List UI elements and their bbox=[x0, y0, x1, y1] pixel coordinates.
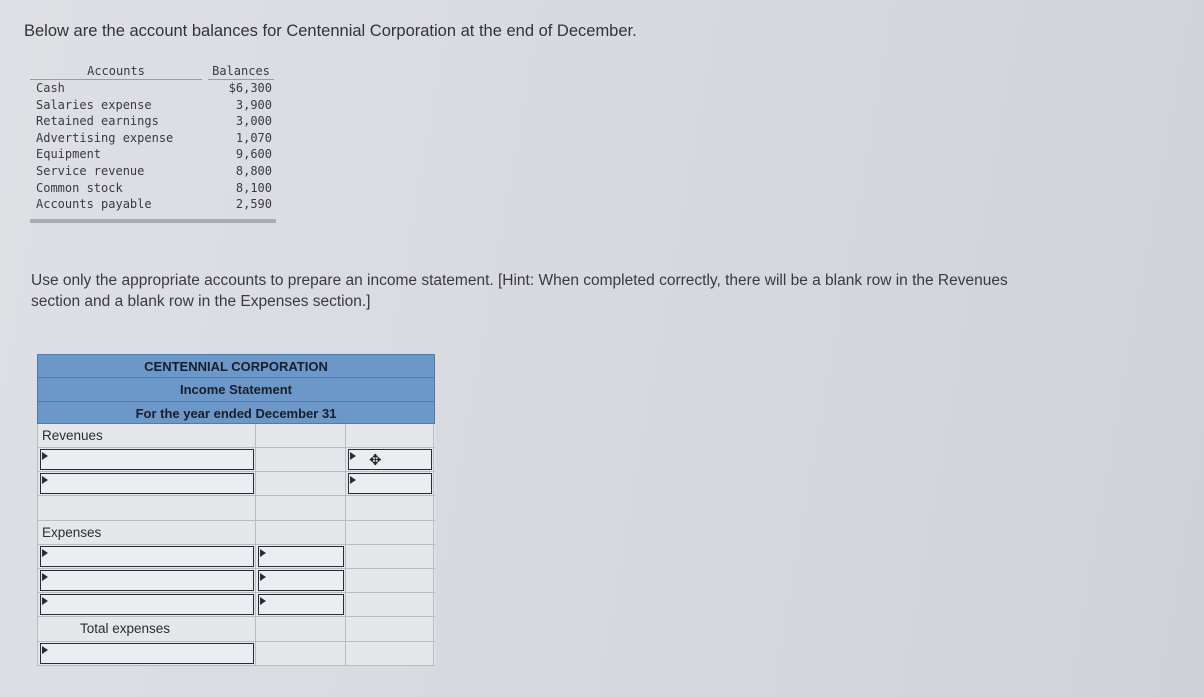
total-expenses-label-cell bbox=[38, 617, 256, 640]
account-row bbox=[30, 196, 276, 213]
revenue-account-select[interactable] bbox=[40, 473, 254, 494]
empty-cell bbox=[346, 569, 434, 592]
accounts-table bbox=[30, 62, 276, 223]
accounts-column-header: Accounts bbox=[30, 62, 202, 80]
revenues-heading-row bbox=[37, 424, 435, 448]
account-row bbox=[30, 97, 276, 114]
expense-account-cell bbox=[38, 545, 256, 568]
account-balance: 3,900 bbox=[235, 97, 272, 112]
account-balance: 2,590 bbox=[235, 197, 272, 212]
account-balance: 1,070 bbox=[235, 130, 272, 145]
dropdown-indicator-icon bbox=[42, 573, 48, 581]
dropdown-indicator-icon bbox=[42, 476, 48, 484]
expense-amount-cell bbox=[256, 545, 346, 568]
account-row bbox=[30, 146, 276, 163]
expenses-heading-row bbox=[37, 521, 435, 545]
dropdown-indicator-icon bbox=[260, 573, 266, 581]
blank-row bbox=[37, 496, 435, 520]
empty-cell bbox=[346, 521, 434, 544]
expense-amount-input[interactable] bbox=[258, 570, 344, 591]
instructions-text: Use only the appropriate accounts to prepare an income statement. [Hint: When completed correctly, there will be a blank row in the Revenues section and a blank row in the Expenses section.] bbox=[31, 272, 1008, 310]
account-name: Cash bbox=[36, 81, 65, 95]
revenue-account-cell bbox=[38, 472, 256, 495]
account-balance: 8,100 bbox=[235, 180, 272, 195]
revenue-row bbox=[37, 472, 435, 496]
account-name: Service revenue bbox=[36, 163, 145, 178]
expense-row bbox=[37, 593, 435, 617]
dropdown-indicator-icon bbox=[260, 549, 266, 557]
account-balance: 3,000 bbox=[235, 114, 272, 129]
total-expenses-label: Total expenses bbox=[80, 621, 171, 637]
account-name: Salaries expense bbox=[36, 97, 152, 112]
revenues-label: Revenues bbox=[42, 427, 103, 443]
expense-account-select[interactable] bbox=[40, 594, 254, 615]
revenue-amount-input[interactable] bbox=[348, 473, 432, 494]
dropdown-indicator-icon bbox=[260, 597, 266, 605]
empty-cell bbox=[256, 642, 346, 665]
expense-account-cell bbox=[38, 569, 256, 592]
accounts-table-header bbox=[30, 62, 276, 80]
company-name-header: CENTENNIAL CORPORATION bbox=[37, 354, 435, 377]
account-row bbox=[30, 80, 276, 97]
expense-account-select[interactable] bbox=[40, 546, 254, 567]
expense-row bbox=[37, 545, 435, 569]
account-balance: 9,600 bbox=[235, 147, 272, 162]
revenues-label-cell bbox=[38, 424, 256, 447]
account-name: Advertising expense bbox=[36, 130, 174, 145]
empty-cell bbox=[256, 521, 346, 544]
expense-amount-cell bbox=[256, 593, 346, 616]
empty-cell bbox=[256, 496, 346, 519]
account-name: Common stock bbox=[36, 180, 123, 195]
expenses-label-cell bbox=[38, 521, 256, 544]
net-income-row bbox=[37, 642, 435, 666]
expense-amount-cell bbox=[256, 569, 346, 592]
total-expenses-row bbox=[37, 617, 435, 641]
empty-cell bbox=[256, 448, 346, 471]
account-row bbox=[30, 180, 276, 197]
net-income-label-cell bbox=[38, 642, 256, 665]
account-row bbox=[30, 163, 276, 180]
revenue-row bbox=[37, 448, 435, 472]
expense-amount-input[interactable] bbox=[258, 546, 344, 567]
expense-account-cell bbox=[38, 593, 256, 616]
account-row bbox=[30, 130, 276, 147]
net-income-label-select[interactable] bbox=[40, 643, 254, 664]
dropdown-indicator-icon bbox=[42, 597, 48, 605]
empty-cell bbox=[346, 424, 434, 447]
dropdown-indicator-icon bbox=[42, 646, 48, 654]
revenue-account-select[interactable] bbox=[40, 449, 254, 470]
table-bottom-rule bbox=[30, 219, 276, 223]
intro-text: Below are the account balances for Centennial Corporation at the end of December. bbox=[24, 22, 637, 40]
expense-amount-input[interactable] bbox=[258, 594, 344, 615]
revenue-amount-input[interactable] bbox=[348, 449, 432, 470]
account-balance: 8,800 bbox=[235, 163, 272, 178]
net-income-amount-cell bbox=[346, 642, 434, 665]
expense-account-select[interactable] bbox=[40, 570, 254, 591]
empty-cell bbox=[256, 472, 346, 495]
empty-cell bbox=[346, 496, 434, 519]
dropdown-indicator-icon bbox=[42, 549, 48, 557]
period-header: For the year ended December 31 bbox=[37, 401, 435, 424]
account-name: Equipment bbox=[36, 147, 102, 162]
empty-cell bbox=[346, 545, 434, 568]
move-cursor-icon: ✥ bbox=[369, 452, 382, 470]
account-balance: $6,300 bbox=[228, 81, 272, 95]
revenue-amount-cell bbox=[346, 472, 434, 495]
account-row bbox=[30, 113, 276, 130]
dropdown-indicator-icon bbox=[350, 452, 356, 460]
revenue-amount-cell bbox=[346, 448, 434, 471]
empty-cell bbox=[256, 617, 346, 640]
empty-cell bbox=[256, 424, 346, 447]
statement-title-header: Income Statement bbox=[37, 377, 435, 400]
empty-cell bbox=[38, 496, 256, 519]
balances-column-header: Balances bbox=[208, 62, 274, 80]
dropdown-indicator-icon bbox=[350, 476, 356, 484]
expenses-label: Expenses bbox=[42, 524, 102, 540]
income-statement-form bbox=[37, 354, 435, 666]
empty-cell bbox=[346, 593, 434, 616]
expense-row bbox=[37, 569, 435, 593]
revenue-account-cell bbox=[38, 448, 256, 471]
dropdown-indicator-icon bbox=[42, 452, 48, 460]
account-name: Retained earnings bbox=[36, 114, 159, 129]
empty-cell bbox=[346, 617, 434, 640]
account-name: Accounts payable bbox=[36, 197, 152, 212]
